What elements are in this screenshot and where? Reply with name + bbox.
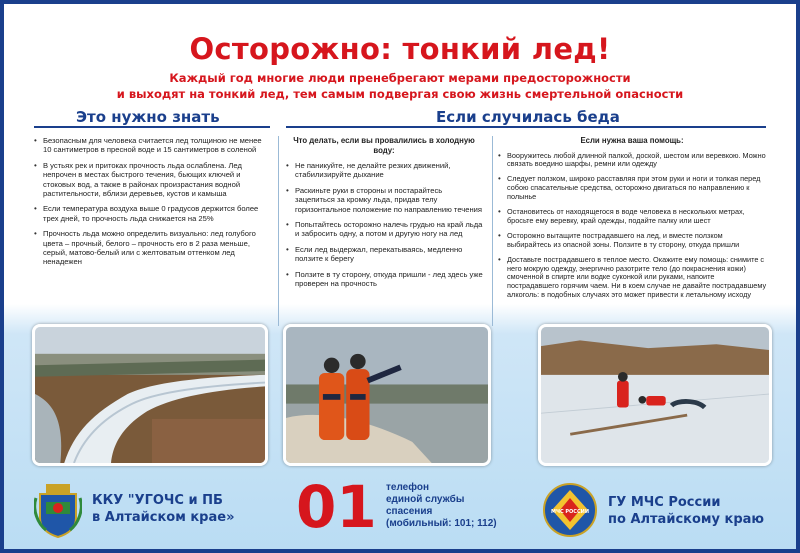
list-item: • Если лед выдержал, перекатываясь, медленно ползите к берегу (284, 245, 484, 264)
list-item: • В устьях рек и притоках прочность льда ослаблена. Лед непрочен в местах быстрого течения, бьющих ключей и стоковых вод, а также в районах произрастания водной растительности, вблизи деревьев, кустов и камыша (32, 161, 272, 199)
know-column (32, 136, 272, 273)
list-item: • Ползите в ту сторону, откуда пришли - лед здесь уже проверен на прочность (284, 270, 484, 289)
list-item: • Осторожно вытащите пострадавшего на лед, и вместе ползком выбирайтесь из опасной зоны. Ползите в ту сторону, откуда пришли (496, 232, 768, 250)
list-item: • Безопасным для человека считается лед толщиною не менее 10 сантиметров в пресной воде и 15 сантиметров в соленой (32, 136, 272, 155)
org-name-left: ККУ "УГОЧС и ПБ в Алтайском крае» (92, 493, 235, 525)
photo-ice-rescue (538, 324, 772, 466)
subtitle-line-1: Каждый год многие люди пренебрегают мерами предосторожности (169, 71, 631, 85)
org-name-right: ГУ МЧС России по Алтайскому краю (608, 495, 765, 527)
subtitle-line-2: и выходят на тонкий лед, тем самым подвергая свою жизнь смертельной опасности (116, 87, 684, 101)
list-item: • Следует ползком, широко расставляя при этом руки и ноги и толкая перед собою спасательные средства, осторожно двигаться по направлению к полынье (496, 175, 768, 202)
section-heading-know: Это нужно знать (76, 108, 220, 126)
emergency-service-label: телефон единой службы спасения (мобильный: 101; 112) (386, 482, 497, 529)
list-item: • Попытайтесь осторожно налечь грудью на край льда и забросить одну, а потом и другую ногу на лед (284, 220, 484, 239)
list-item: • Прочность льда можно определить визуально: лед голубого цвета – прочный, белого – прочность его в 2 раза меньше, серый, матово-белый или с желтоватым оттенком лед ненадежен (32, 229, 272, 267)
page-subtitle (4, 70, 796, 102)
list-item: • Остановитесь от находящегося в воде человека в нескольких метрах, бросьте ему веревку, край одежды, подайте палку или шест (496, 208, 768, 226)
help-column (496, 136, 768, 306)
altai-coat-of-arms-icon (34, 480, 82, 538)
photo-rescuers (283, 324, 491, 466)
list-item: • Вооружитесь любой длинной палкой, доской, шестом или веревкою. Можно связать воедино шарфы, ремни или одежду (496, 152, 768, 170)
section-heading-trouble: Если случилась беда (436, 108, 620, 126)
list-item: • Не паникуйте, не делайте резких движений, стабилизируйте дыхание (284, 161, 484, 180)
column-separator (492, 136, 493, 326)
footer (4, 472, 796, 553)
section-divider-right (286, 126, 766, 128)
page-title: Осторожно: тонкий лед! (189, 32, 611, 66)
fell-through-column (284, 136, 484, 294)
section-divider-left (34, 126, 270, 128)
mchs-emblem-text: МЧС РОССИИ (550, 509, 590, 515)
list-item: • Если температура воздуха выше 0 градусов держится более трех дней, то прочность льда снижается на 25% (32, 204, 272, 223)
list-item: • Раскиньте руки в стороны и постарайтесь зацепиться за кромку льда, придав телу горизонтальное положение по направлению течения (284, 186, 484, 214)
column-subheading: Что делать, если вы провалились в холодную воду: (293, 136, 475, 155)
photo-river-ice (32, 324, 268, 466)
column-subheading: Если нужна ваша помощь: (580, 136, 684, 145)
emergency-number: 01 (296, 473, 377, 541)
mchs-emblem-icon (542, 482, 598, 538)
list-item: • Доставьте пострадавшего в теплое место. Окажите ему помощь: снимите с него мокрую одежду, энергично разотрите тело (до покраснения кожи) смоченной в спирте или водке суконкой или руками, напоите пострадавшего горячим чаем. Ни в коем случае не давайте пострадавшему алкоголь: в подобных случаях это может привести к летальному исходу (496, 256, 768, 301)
column-separator (278, 136, 279, 326)
